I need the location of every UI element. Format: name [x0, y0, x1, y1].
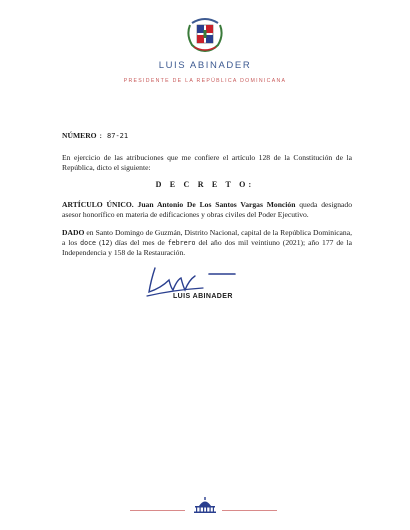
articulo-paragraph — [62, 200, 352, 220]
coat-of-arms-icon — [186, 13, 224, 53]
footer-divider-left — [130, 510, 185, 511]
intro-paragraph: En ejercicio de las atribuciones que me confiere el artículo 128 de la Constitución de la República, dicto el siguiente: — [62, 153, 352, 172]
dado-month: febrero — [167, 239, 196, 247]
signer-name: LUIS ABINADER — [173, 293, 233, 300]
decreto-heading: D E C R E T O: — [155, 180, 255, 189]
dado-part4: del año dos mil veintiuno (2021); año 177 de la Independencia y 158 de la Restauración. — [62, 238, 352, 257]
dado-part3: ) días del mes de — [109, 238, 168, 247]
dado-day-word: doce — [80, 239, 97, 247]
articulo-label: ARTÍCULO ÚNICO. — [62, 200, 134, 209]
numero-value: : 87-21 — [98, 132, 129, 140]
header-name: LUIS ABINADER — [158, 60, 252, 71]
dado-part2: ( — [96, 238, 102, 247]
articulo-name: Juan Antonio De Los Santos Vargas Monción — [137, 200, 296, 209]
articulo-text: queda designado asesor honorífico en materia de edificaciones y obras civiles del Poder Ejecutivo. — [62, 200, 352, 219]
dado-label: DADO — [62, 228, 85, 237]
dado-day-num: 12 — [101, 239, 110, 247]
numero-label: NÚMERO — [62, 131, 97, 140]
national-palace-icon — [190, 497, 220, 513]
letterhead — [0, 0, 410, 100]
dado-paragraph — [62, 228, 352, 258]
numero-line — [62, 131, 352, 141]
header-title: PRESIDENTE DE LA REPÚBLICA DOMINICANA — [123, 78, 287, 84]
dado-part1: en Santo Domingo de Guzmán, Distrito Nacional, capital de la República Dominicana, a los — [62, 228, 352, 247]
footer-divider-right — [222, 510, 277, 511]
